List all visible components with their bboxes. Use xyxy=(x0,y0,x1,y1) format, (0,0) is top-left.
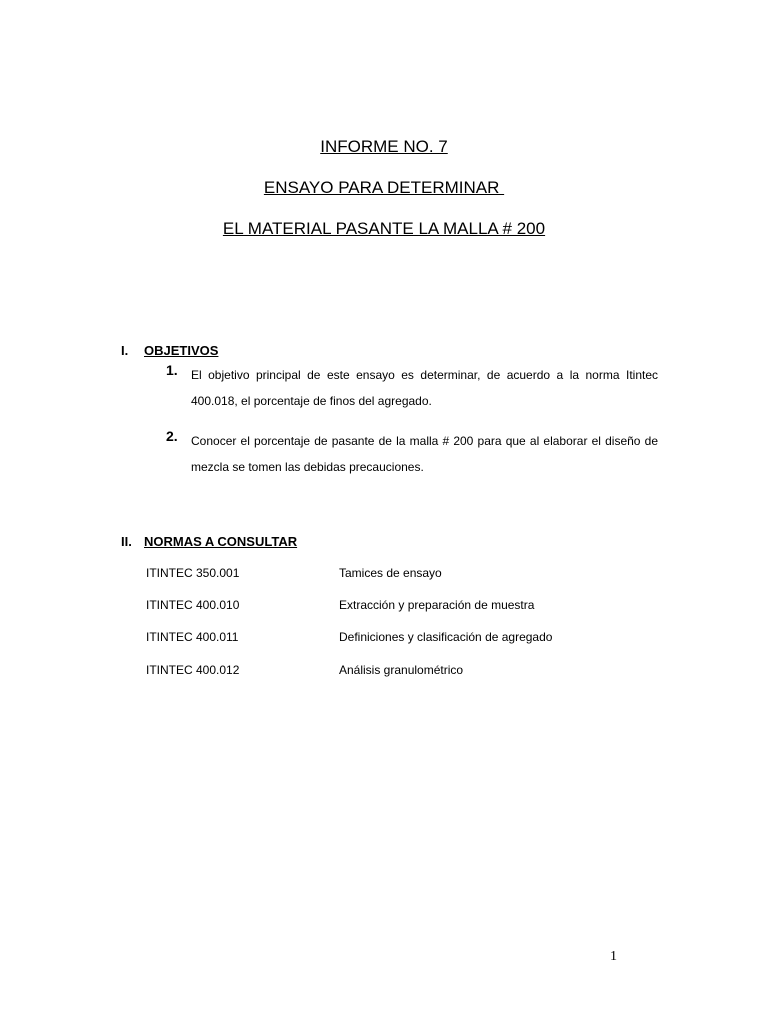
norm-row xyxy=(146,630,552,644)
page-number: 1 xyxy=(610,949,617,964)
norm-code: ITINTEC 350.001 xyxy=(146,566,240,580)
norm-code: ITINTEC 400.012 xyxy=(146,663,240,677)
report-subtitle-line-2: EL MATERIAL PASANTE LA MALLA # 200 xyxy=(222,219,546,238)
norm-description: Análisis granulométrico xyxy=(339,663,464,677)
section-title: NORMAS A CONSULTAR xyxy=(144,534,298,549)
section-number: I. xyxy=(121,343,129,358)
norm-description: Extracción y preparación de muestra xyxy=(339,598,535,612)
norm-row xyxy=(146,566,442,580)
section-title: OBJETIVOS xyxy=(144,343,219,358)
objective-text: El objetivo principal de este ensayo es determinar, de acuerdo a la norma Itintec 400.018, el porcentaje de finos del agregado. xyxy=(191,368,658,408)
section-objetivos-heading xyxy=(121,343,218,358)
norm-row xyxy=(146,598,534,612)
section-normas-heading xyxy=(121,534,297,549)
objective-item xyxy=(166,428,658,480)
objective-number: 1. xyxy=(166,362,178,378)
report-subtitle-line-1: ENSAYO PARA DETERMINAR xyxy=(263,178,505,197)
norm-code: ITINTEC 400.011 xyxy=(146,630,239,644)
objective-item xyxy=(166,362,658,414)
report-title: INFORME NO. 7 xyxy=(320,137,448,156)
objective-text: Conocer el porcentaje de pasante de la malla # 200 para que al elaborar el diseño de mezcla se tomen las debidas precauciones. xyxy=(191,434,658,474)
norm-description: Tamices de ensayo xyxy=(339,566,442,580)
norm-description: Definiciones y clasificación de agregado xyxy=(339,630,553,644)
objective-number: 2. xyxy=(166,428,178,444)
norm-code: ITINTEC 400.010 xyxy=(146,598,240,612)
norm-row xyxy=(146,663,463,677)
section-number: II. xyxy=(121,534,132,549)
